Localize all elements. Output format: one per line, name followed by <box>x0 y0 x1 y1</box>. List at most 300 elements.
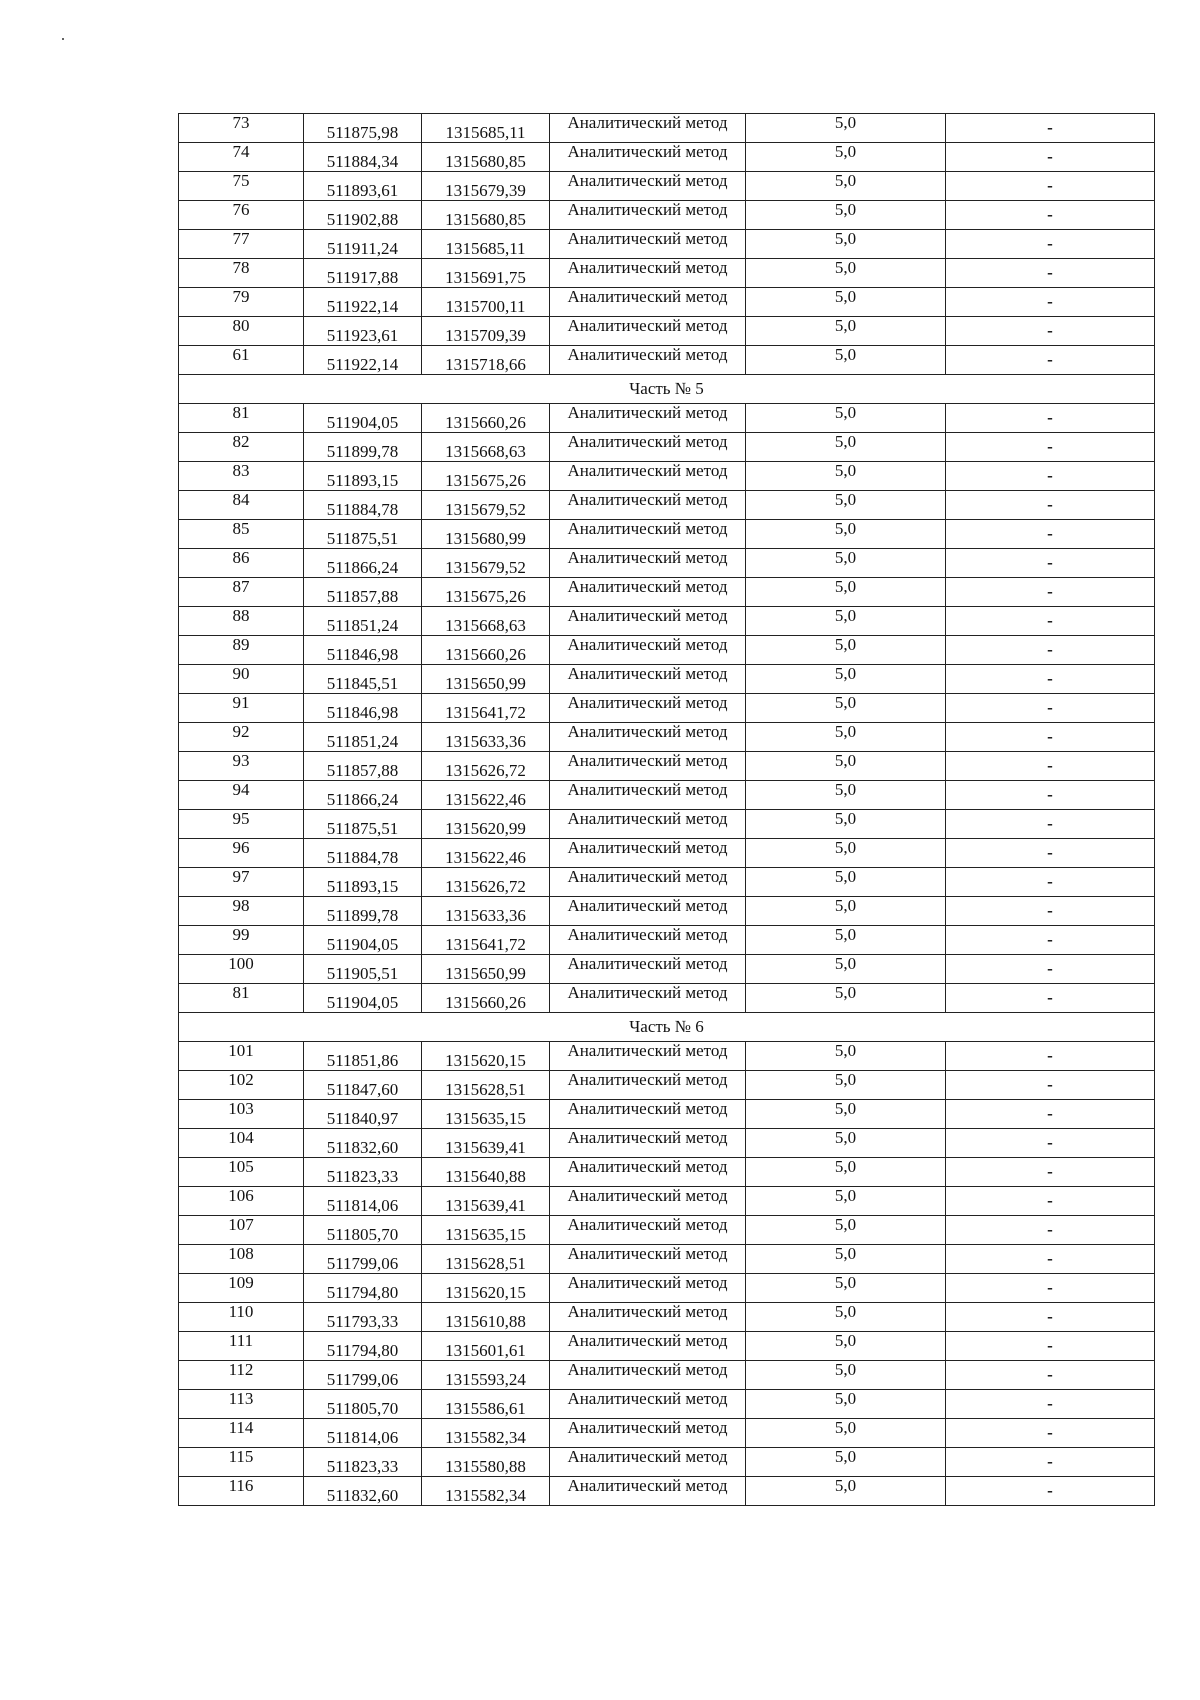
point-number: 97 <box>179 868 304 897</box>
note-value: - <box>946 1477 1155 1506</box>
note-value: - <box>946 955 1155 984</box>
note-value: - <box>946 491 1155 520</box>
point-number: 79 <box>179 288 304 317</box>
y-coordinate: 1315685,11 <box>422 114 550 143</box>
determination-method: Аналитический метод <box>550 520 746 549</box>
note-value: - <box>946 143 1155 172</box>
point-number: 96 <box>179 839 304 868</box>
x-coordinate: 511893,15 <box>304 868 422 897</box>
accuracy-value: 5,0 <box>746 288 946 317</box>
table-row <box>179 1245 1155 1274</box>
table-row <box>179 607 1155 636</box>
accuracy-value: 5,0 <box>746 1390 946 1419</box>
point-number: 85 <box>179 520 304 549</box>
table-row <box>179 868 1155 897</box>
accuracy-value: 5,0 <box>746 143 946 172</box>
determination-method: Аналитический метод <box>550 752 746 781</box>
note-value: - <box>946 752 1155 781</box>
x-coordinate: 511814,06 <box>304 1187 422 1216</box>
note-value: - <box>946 433 1155 462</box>
note-value: - <box>946 1448 1155 1477</box>
point-number: 115 <box>179 1448 304 1477</box>
part-5-label: Часть № 5 <box>179 375 1155 404</box>
note-value: - <box>946 578 1155 607</box>
accuracy-value: 5,0 <box>746 868 946 897</box>
x-coordinate: 511832,60 <box>304 1477 422 1506</box>
accuracy-value: 5,0 <box>746 752 946 781</box>
note-value: - <box>946 723 1155 752</box>
table-row <box>179 723 1155 752</box>
x-coordinate: 511845,51 <box>304 665 422 694</box>
accuracy-value: 5,0 <box>746 404 946 433</box>
scan-speck <box>62 38 64 40</box>
determination-method: Аналитический метод <box>550 897 746 926</box>
determination-method: Аналитический метод <box>550 810 746 839</box>
x-coordinate: 511805,70 <box>304 1216 422 1245</box>
x-coordinate: 511902,88 <box>304 201 422 230</box>
accuracy-value: 5,0 <box>746 665 946 694</box>
x-coordinate: 511875,51 <box>304 810 422 839</box>
y-coordinate: 1315668,63 <box>422 433 550 462</box>
accuracy-value: 5,0 <box>746 984 946 1013</box>
table-row <box>179 694 1155 723</box>
y-coordinate: 1315700,11 <box>422 288 550 317</box>
y-coordinate: 1315640,88 <box>422 1158 550 1187</box>
part-6-header-row <box>179 1013 1155 1042</box>
point-number: 83 <box>179 462 304 491</box>
y-coordinate: 1315660,26 <box>422 636 550 665</box>
point-number: 61 <box>179 346 304 375</box>
point-number: 76 <box>179 201 304 230</box>
x-coordinate: 511917,88 <box>304 259 422 288</box>
y-coordinate: 1315650,99 <box>422 665 550 694</box>
table-row <box>179 1129 1155 1158</box>
note-value: - <box>946 346 1155 375</box>
accuracy-value: 5,0 <box>746 955 946 984</box>
x-coordinate: 511805,70 <box>304 1390 422 1419</box>
table-row <box>179 1477 1155 1506</box>
x-coordinate: 511794,80 <box>304 1274 422 1303</box>
determination-method: Аналитический метод <box>550 1245 746 1274</box>
table-row <box>179 520 1155 549</box>
y-coordinate: 1315709,39 <box>422 317 550 346</box>
x-coordinate: 511922,14 <box>304 288 422 317</box>
table-row <box>179 810 1155 839</box>
determination-method: Аналитический метод <box>550 433 746 462</box>
accuracy-value: 5,0 <box>746 839 946 868</box>
table-row <box>179 288 1155 317</box>
accuracy-value: 5,0 <box>746 1129 946 1158</box>
y-coordinate: 1315633,36 <box>422 897 550 926</box>
note-value: - <box>946 288 1155 317</box>
determination-method: Аналитический метод <box>550 462 746 491</box>
accuracy-value: 5,0 <box>746 1332 946 1361</box>
determination-method: Аналитический метод <box>550 317 746 346</box>
table-row <box>179 636 1155 665</box>
note-value: - <box>946 1274 1155 1303</box>
determination-method: Аналитический метод <box>550 288 746 317</box>
determination-method: Аналитический метод <box>550 984 746 1013</box>
x-coordinate: 511866,24 <box>304 781 422 810</box>
accuracy-value: 5,0 <box>746 1100 946 1129</box>
point-number: 90 <box>179 665 304 694</box>
table-row <box>179 984 1155 1013</box>
determination-method: Аналитический метод <box>550 114 746 143</box>
determination-method: Аналитический метод <box>550 723 746 752</box>
determination-method: Аналитический метод <box>550 1042 746 1071</box>
x-coordinate: 511793,33 <box>304 1303 422 1332</box>
point-number: 74 <box>179 143 304 172</box>
x-coordinate: 511851,86 <box>304 1042 422 1071</box>
note-value: - <box>946 984 1155 1013</box>
point-number: 114 <box>179 1419 304 1448</box>
point-number: 89 <box>179 636 304 665</box>
accuracy-value: 5,0 <box>746 1245 946 1274</box>
accuracy-value: 5,0 <box>746 723 946 752</box>
x-coordinate: 511823,33 <box>304 1448 422 1477</box>
y-coordinate: 1315633,36 <box>422 723 550 752</box>
y-coordinate: 1315675,26 <box>422 578 550 607</box>
accuracy-value: 5,0 <box>746 781 946 810</box>
point-number: 81 <box>179 984 304 1013</box>
point-number: 112 <box>179 1361 304 1390</box>
point-number: 109 <box>179 1274 304 1303</box>
accuracy-value: 5,0 <box>746 259 946 288</box>
accuracy-value: 5,0 <box>746 810 946 839</box>
point-number: 106 <box>179 1187 304 1216</box>
accuracy-value: 5,0 <box>746 433 946 462</box>
x-coordinate: 511923,61 <box>304 317 422 346</box>
accuracy-value: 5,0 <box>746 694 946 723</box>
note-value: - <box>946 1129 1155 1158</box>
note-value: - <box>946 201 1155 230</box>
x-coordinate: 511846,98 <box>304 694 422 723</box>
table-row <box>179 1303 1155 1332</box>
table-row <box>179 1071 1155 1100</box>
determination-method: Аналитический метод <box>550 1477 746 1506</box>
table-row <box>179 317 1155 346</box>
y-coordinate: 1315679,52 <box>422 491 550 520</box>
y-coordinate: 1315635,15 <box>422 1100 550 1129</box>
y-coordinate: 1315660,26 <box>422 984 550 1013</box>
point-number: 103 <box>179 1100 304 1129</box>
note-value: - <box>946 172 1155 201</box>
point-number: 101 <box>179 1042 304 1071</box>
accuracy-value: 5,0 <box>746 549 946 578</box>
note-value: - <box>946 694 1155 723</box>
note-value: - <box>946 114 1155 143</box>
y-coordinate: 1315691,75 <box>422 259 550 288</box>
accuracy-value: 5,0 <box>746 1071 946 1100</box>
x-coordinate: 511911,24 <box>304 230 422 259</box>
determination-method: Аналитический метод <box>550 1071 746 1100</box>
point-number: 84 <box>179 491 304 520</box>
coordinates-table-body <box>179 114 1155 1506</box>
note-value: - <box>946 665 1155 694</box>
y-coordinate: 1315680,85 <box>422 201 550 230</box>
table-row <box>179 1390 1155 1419</box>
x-coordinate: 511875,98 <box>304 114 422 143</box>
x-coordinate: 511904,05 <box>304 984 422 1013</box>
determination-method: Аналитический метод <box>550 1448 746 1477</box>
note-value: - <box>946 636 1155 665</box>
x-coordinate: 511884,34 <box>304 143 422 172</box>
x-coordinate: 511857,88 <box>304 578 422 607</box>
note-value: - <box>946 1419 1155 1448</box>
point-number: 92 <box>179 723 304 752</box>
accuracy-value: 5,0 <box>746 1303 946 1332</box>
table-row <box>179 752 1155 781</box>
y-coordinate: 1315601,61 <box>422 1332 550 1361</box>
table-row <box>179 1419 1155 1448</box>
accuracy-value: 5,0 <box>746 1216 946 1245</box>
determination-method: Аналитический метод <box>550 143 746 172</box>
table-row <box>179 143 1155 172</box>
table-row <box>179 1187 1155 1216</box>
note-value: - <box>946 520 1155 549</box>
x-coordinate: 511847,60 <box>304 1071 422 1100</box>
x-coordinate: 511840,97 <box>304 1100 422 1129</box>
note-value: - <box>946 1303 1155 1332</box>
note-value: - <box>946 607 1155 636</box>
determination-method: Аналитический метод <box>550 1332 746 1361</box>
coordinates-table <box>178 113 1155 1506</box>
y-coordinate: 1315668,63 <box>422 607 550 636</box>
point-number: 88 <box>179 607 304 636</box>
determination-method: Аналитический метод <box>550 1158 746 1187</box>
note-value: - <box>946 781 1155 810</box>
point-number: 100 <box>179 955 304 984</box>
note-value: - <box>946 549 1155 578</box>
determination-method: Аналитический метод <box>550 607 746 636</box>
y-coordinate: 1315718,66 <box>422 346 550 375</box>
note-value: - <box>946 1187 1155 1216</box>
table-row <box>179 955 1155 984</box>
determination-method: Аналитический метод <box>550 491 746 520</box>
x-coordinate: 511846,98 <box>304 636 422 665</box>
accuracy-value: 5,0 <box>746 926 946 955</box>
determination-method: Аналитический метод <box>550 578 746 607</box>
x-coordinate: 511884,78 <box>304 491 422 520</box>
point-number: 105 <box>179 1158 304 1187</box>
y-coordinate: 1315582,34 <box>422 1477 550 1506</box>
table-row <box>179 1332 1155 1361</box>
y-coordinate: 1315639,41 <box>422 1129 550 1158</box>
x-coordinate: 511904,05 <box>304 926 422 955</box>
table-row <box>179 897 1155 926</box>
table-row <box>179 549 1155 578</box>
point-number: 93 <box>179 752 304 781</box>
table-row <box>179 1216 1155 1245</box>
table-row <box>179 1274 1155 1303</box>
accuracy-value: 5,0 <box>746 317 946 346</box>
note-value: - <box>946 259 1155 288</box>
y-coordinate: 1315622,46 <box>422 781 550 810</box>
point-number: 107 <box>179 1216 304 1245</box>
part-6-label: Часть № 6 <box>179 1013 1155 1042</box>
y-coordinate: 1315620,15 <box>422 1274 550 1303</box>
determination-method: Аналитический метод <box>550 665 746 694</box>
note-value: - <box>946 1071 1155 1100</box>
y-coordinate: 1315641,72 <box>422 926 550 955</box>
note-value: - <box>946 230 1155 259</box>
x-coordinate: 511922,14 <box>304 346 422 375</box>
x-coordinate: 511823,33 <box>304 1158 422 1187</box>
y-coordinate: 1315620,15 <box>422 1042 550 1071</box>
note-value: - <box>946 404 1155 433</box>
accuracy-value: 5,0 <box>746 1448 946 1477</box>
y-coordinate: 1315680,99 <box>422 520 550 549</box>
accuracy-value: 5,0 <box>746 1158 946 1187</box>
y-coordinate: 1315628,51 <box>422 1071 550 1100</box>
note-value: - <box>946 810 1155 839</box>
table-row <box>179 172 1155 201</box>
y-coordinate: 1315586,61 <box>422 1390 550 1419</box>
table-row <box>179 462 1155 491</box>
accuracy-value: 5,0 <box>746 1419 946 1448</box>
table-row <box>179 781 1155 810</box>
determination-method: Аналитический метод <box>550 868 746 897</box>
accuracy-value: 5,0 <box>746 114 946 143</box>
y-coordinate: 1315635,15 <box>422 1216 550 1245</box>
x-coordinate: 511899,78 <box>304 433 422 462</box>
table-row <box>179 404 1155 433</box>
accuracy-value: 5,0 <box>746 1187 946 1216</box>
point-number: 99 <box>179 926 304 955</box>
table-row <box>179 839 1155 868</box>
point-number: 80 <box>179 317 304 346</box>
determination-method: Аналитический метод <box>550 1216 746 1245</box>
table-row <box>179 433 1155 462</box>
determination-method: Аналитический метод <box>550 839 746 868</box>
note-value: - <box>946 1361 1155 1390</box>
determination-method: Аналитический метод <box>550 926 746 955</box>
accuracy-value: 5,0 <box>746 1274 946 1303</box>
y-coordinate: 1315580,88 <box>422 1448 550 1477</box>
table-row <box>179 1361 1155 1390</box>
x-coordinate: 511893,15 <box>304 462 422 491</box>
determination-method: Аналитический метод <box>550 404 746 433</box>
accuracy-value: 5,0 <box>746 346 946 375</box>
y-coordinate: 1315593,24 <box>422 1361 550 1390</box>
accuracy-value: 5,0 <box>746 1042 946 1071</box>
x-coordinate: 511893,61 <box>304 172 422 201</box>
note-value: - <box>946 1100 1155 1129</box>
table-row <box>179 926 1155 955</box>
table-row <box>179 1448 1155 1477</box>
y-coordinate: 1315639,41 <box>422 1187 550 1216</box>
accuracy-value: 5,0 <box>746 578 946 607</box>
determination-method: Аналитический метод <box>550 694 746 723</box>
point-number: 111 <box>179 1332 304 1361</box>
accuracy-value: 5,0 <box>746 1361 946 1390</box>
x-coordinate: 511899,78 <box>304 897 422 926</box>
determination-method: Аналитический метод <box>550 346 746 375</box>
point-number: 78 <box>179 259 304 288</box>
point-number: 102 <box>179 1071 304 1100</box>
determination-method: Аналитический метод <box>550 1100 746 1129</box>
x-coordinate: 511851,24 <box>304 607 422 636</box>
y-coordinate: 1315650,99 <box>422 955 550 984</box>
point-number: 94 <box>179 781 304 810</box>
y-coordinate: 1315582,34 <box>422 1419 550 1448</box>
determination-method: Аналитический метод <box>550 636 746 665</box>
accuracy-value: 5,0 <box>746 491 946 520</box>
table-row <box>179 346 1155 375</box>
part-5-header-row <box>179 375 1155 404</box>
y-coordinate: 1315675,26 <box>422 462 550 491</box>
point-number: 75 <box>179 172 304 201</box>
table-row <box>179 1100 1155 1129</box>
point-number: 95 <box>179 810 304 839</box>
y-coordinate: 1315660,26 <box>422 404 550 433</box>
accuracy-value: 5,0 <box>746 230 946 259</box>
point-number: 104 <box>179 1129 304 1158</box>
determination-method: Аналитический метод <box>550 230 746 259</box>
y-coordinate: 1315610,88 <box>422 1303 550 1332</box>
note-value: - <box>946 1390 1155 1419</box>
note-value: - <box>946 1245 1155 1274</box>
x-coordinate: 511832,60 <box>304 1129 422 1158</box>
determination-method: Аналитический метод <box>550 1274 746 1303</box>
x-coordinate: 511875,51 <box>304 520 422 549</box>
note-value: - <box>946 1332 1155 1361</box>
determination-method: Аналитический метод <box>550 1129 746 1158</box>
accuracy-value: 5,0 <box>746 201 946 230</box>
point-number: 91 <box>179 694 304 723</box>
determination-method: Аналитический метод <box>550 1419 746 1448</box>
x-coordinate: 511884,78 <box>304 839 422 868</box>
x-coordinate: 511799,06 <box>304 1245 422 1274</box>
point-number: 73 <box>179 114 304 143</box>
accuracy-value: 5,0 <box>746 520 946 549</box>
point-number: 110 <box>179 1303 304 1332</box>
accuracy-value: 5,0 <box>746 462 946 491</box>
determination-method: Аналитический метод <box>550 1390 746 1419</box>
note-value: - <box>946 1158 1155 1187</box>
accuracy-value: 5,0 <box>746 172 946 201</box>
note-value: - <box>946 839 1155 868</box>
y-coordinate: 1315626,72 <box>422 868 550 897</box>
table-row <box>179 665 1155 694</box>
table-row <box>179 1042 1155 1071</box>
point-number: 77 <box>179 230 304 259</box>
y-coordinate: 1315628,51 <box>422 1245 550 1274</box>
x-coordinate: 511814,06 <box>304 1419 422 1448</box>
point-number: 116 <box>179 1477 304 1506</box>
accuracy-value: 5,0 <box>746 1477 946 1506</box>
x-coordinate: 511799,06 <box>304 1361 422 1390</box>
y-coordinate: 1315626,72 <box>422 752 550 781</box>
y-coordinate: 1315620,99 <box>422 810 550 839</box>
determination-method: Аналитический метод <box>550 201 746 230</box>
x-coordinate: 511857,88 <box>304 752 422 781</box>
point-number: 113 <box>179 1390 304 1419</box>
table-row <box>179 201 1155 230</box>
accuracy-value: 5,0 <box>746 636 946 665</box>
x-coordinate: 511851,24 <box>304 723 422 752</box>
table-row <box>179 491 1155 520</box>
x-coordinate: 511905,51 <box>304 955 422 984</box>
point-number: 108 <box>179 1245 304 1274</box>
note-value: - <box>946 462 1155 491</box>
note-value: - <box>946 897 1155 926</box>
table-row <box>179 1158 1155 1187</box>
determination-method: Аналитический метод <box>550 172 746 201</box>
determination-method: Аналитический метод <box>550 549 746 578</box>
y-coordinate: 1315679,52 <box>422 549 550 578</box>
table-row <box>179 259 1155 288</box>
